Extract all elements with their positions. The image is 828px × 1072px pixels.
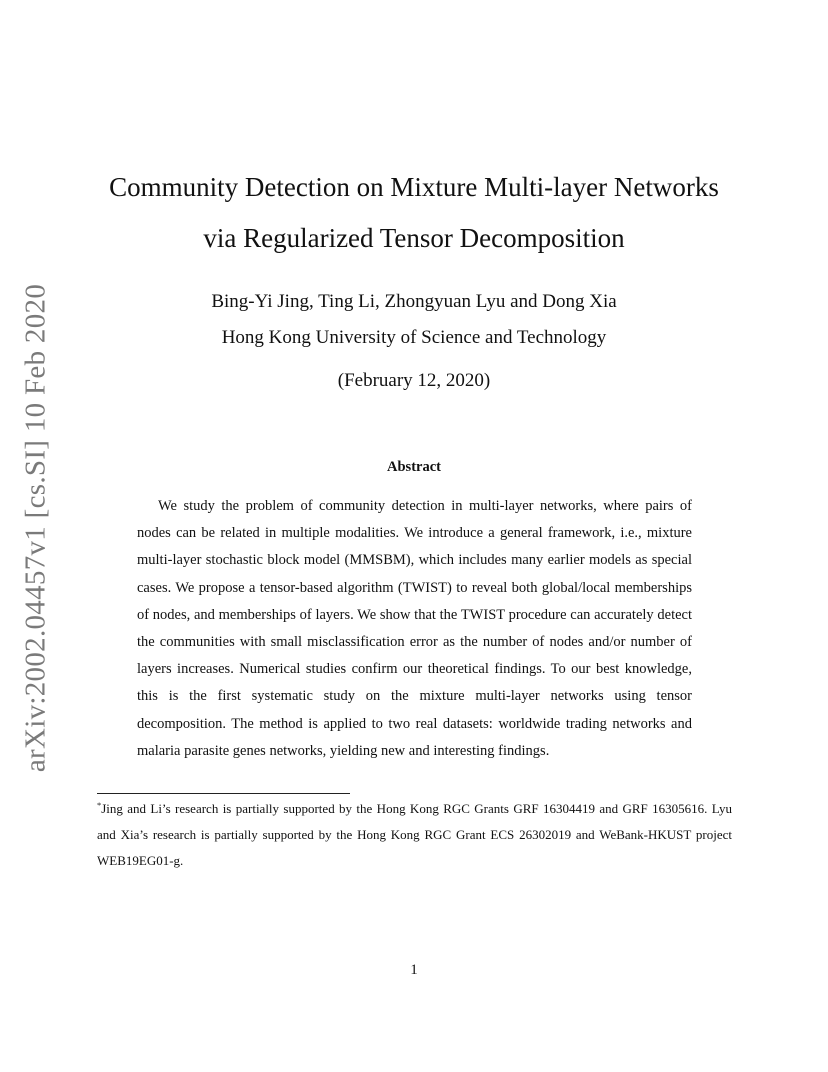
abstract-heading: Abstract — [387, 459, 441, 475]
paper-title-line-1: Community Detection on Mixture Multi-layer Networks — [109, 172, 719, 202]
footnote-divider — [97, 793, 350, 794]
footnote-marker: * — [97, 800, 102, 810]
arxiv-identifier: arXiv:2002.04457v1 [cs.SI] 10 Feb 2020 — [19, 283, 52, 773]
paper-title-line-2: via Regularized Tensor Decomposition — [203, 223, 625, 253]
abstract-text: We study the problem of community detection in multi-layer networks, where pairs of nodes can be related in multiple modalities. We introduce a general framework, i.e., mixture multi-layer stochastic block model (MMSBM), which includes many earlier models as special cases. We propose a tensor-based algorithm (TWIST) to reveal both global/local memberships of nodes, and memberships of layers. We show that the TWIST procedure can accurately detect the communities with small misclassification error as the number of nodes and/or number of layers increases. Numerical studies confirm our theoretical findings. To our best knowledge, this is the first systematic study on the mixture multi-layer networks using tensor decomposition. The method is applied to two real datasets: worldwide trading networks and malaria parasite genes networks, yielding new and interesting findings. — [137, 498, 692, 759]
funding-footnote — [97, 796, 732, 874]
page-number: 1 — [410, 962, 418, 978]
author-list: Bing-Yi Jing, Ting Li, Zhongyuan Lyu and Dong Xia — [211, 291, 617, 312]
paper-date: (February 12, 2020) — [337, 370, 491, 391]
author-affiliation: Hong Kong University of Science and Technology — [221, 327, 607, 348]
footnote-text: Jing and Li’s research is partially supported by the Hong Kong RGC Grants GRF 16304419 and GRF 16305616. Lyu and Xia’s research is partially supported by the Hong Kong RGC Grant ECS 26302019 and WeBank-HKUST project WEB19EG01-g. — [97, 801, 732, 868]
